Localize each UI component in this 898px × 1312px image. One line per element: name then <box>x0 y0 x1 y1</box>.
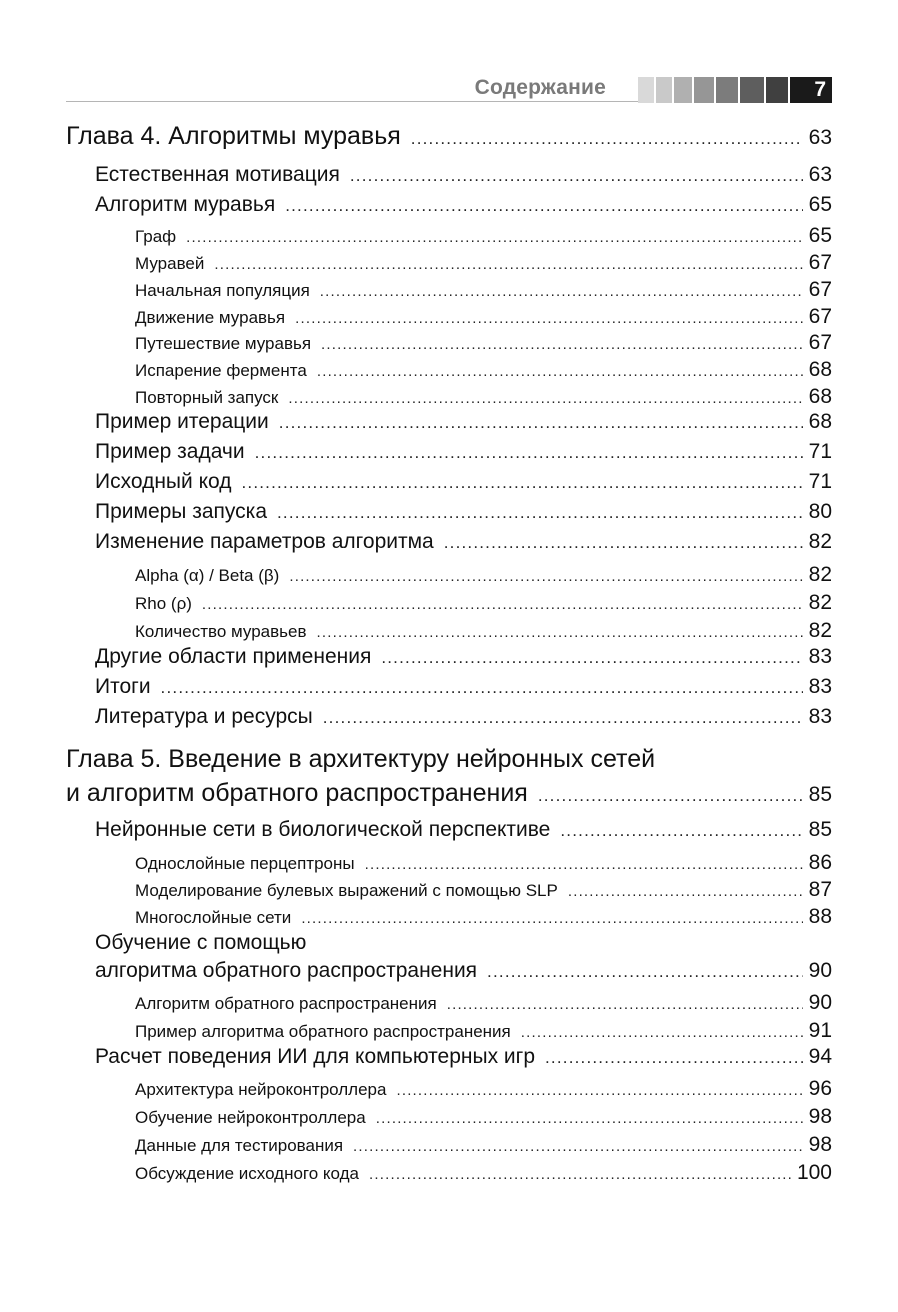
page-number: 82 <box>808 530 832 553</box>
page-number: 63 <box>808 126 832 149</box>
entry-title: Данные для тестирования <box>135 1136 344 1155</box>
toc-subentry[interactable] <box>135 619 832 643</box>
page-number: 68 <box>808 358 832 381</box>
toc-entry[interactable] <box>95 193 832 217</box>
entry-title: Обсуждение исходного кода <box>135 1164 360 1183</box>
page-number: 67 <box>808 278 832 301</box>
entry-title: Алгоритм муравья <box>95 193 276 216</box>
dot-leader <box>161 678 803 698</box>
header-bar <box>638 77 654 103</box>
entry-title: Alpha (α) / Beta (β) <box>135 566 280 585</box>
header-bar <box>674 77 692 103</box>
dot-leader <box>487 962 803 982</box>
dot-leader <box>301 910 802 927</box>
dot-leader <box>320 283 803 300</box>
toc-entry[interactable] <box>95 705 832 729</box>
dot-leader <box>447 996 803 1013</box>
entry-title: Однослойные перцептроны <box>135 854 355 873</box>
dot-leader <box>289 568 802 585</box>
header-rule <box>66 101 638 102</box>
dot-leader <box>353 1138 803 1155</box>
page-number: 98 <box>808 1133 832 1156</box>
page-number: 96 <box>808 1077 832 1100</box>
page-number: 94 <box>808 1045 832 1068</box>
page-number: 65 <box>808 224 832 247</box>
dot-leader <box>241 473 802 493</box>
page-number: 83 <box>808 645 832 668</box>
dot-leader <box>350 166 803 186</box>
page-number: 85 <box>808 818 832 841</box>
chapter-heading[interactable] <box>66 779 832 808</box>
entry-title: Начальная популяция <box>135 281 310 300</box>
dot-leader <box>277 503 803 523</box>
page-number: 71 <box>808 440 832 463</box>
page-number: 100 <box>796 1161 832 1184</box>
dot-leader <box>365 856 803 873</box>
page-number: 82 <box>808 563 832 586</box>
toc-entry-line1[interactable]: Обучение с помощью <box>95 931 307 954</box>
toc-subentry[interactable] <box>135 251 832 275</box>
header-bar <box>656 77 672 103</box>
dot-leader <box>411 129 803 149</box>
toc-subentry[interactable] <box>135 1077 832 1101</box>
toc-entry[interactable] <box>95 959 832 983</box>
toc-subentry[interactable] <box>135 991 832 1015</box>
entry-title: Rho (ρ) <box>135 594 192 613</box>
toc-subentry[interactable] <box>135 878 832 902</box>
entry-title: Алгоритм обратного распространения <box>135 994 437 1013</box>
page-number: 80 <box>808 500 832 523</box>
dot-leader <box>381 648 802 668</box>
entry-title: Повторный запуск <box>135 388 279 407</box>
running-header-title: Содержание <box>474 76 606 99</box>
entry-title: Пример итерации <box>95 410 269 433</box>
entry-title: Естественная мотивация <box>95 163 340 186</box>
dot-leader <box>285 196 802 216</box>
entry-title: Нейронные сети в биологической перспективе <box>95 818 551 841</box>
page-number: 83 <box>808 705 832 728</box>
page-number: 87 <box>808 878 832 901</box>
dot-leader <box>396 1082 802 1099</box>
entry-title: Количество муравьев <box>135 622 307 641</box>
toc-entry[interactable] <box>95 500 832 524</box>
page-number: 71 <box>808 470 832 493</box>
toc-subentry[interactable] <box>135 331 832 355</box>
toc-subentry[interactable] <box>135 278 832 302</box>
dot-leader <box>444 533 803 553</box>
toc-entry[interactable] <box>95 645 832 669</box>
page-number: 68 <box>808 410 832 433</box>
entry-title: алгоритма обратного распространения <box>95 959 478 982</box>
toc-entry[interactable] <box>95 410 832 434</box>
toc-subentry[interactable] <box>135 1161 832 1185</box>
toc-subentry[interactable] <box>135 563 832 587</box>
toc-subentry[interactable] <box>135 851 832 875</box>
entry-title: Итоги <box>95 675 151 698</box>
entry-title: Изменение параметров алгоритма <box>95 530 434 553</box>
page-number: 65 <box>808 193 832 216</box>
dot-leader <box>369 1166 791 1183</box>
dot-leader <box>255 443 803 463</box>
entry-title: Исходный код <box>95 470 232 493</box>
dot-leader <box>323 708 803 728</box>
toc-entry[interactable] <box>95 675 832 699</box>
toc-entry[interactable] <box>95 1045 832 1069</box>
header-page-number: 7 <box>790 77 832 103</box>
running-header <box>66 74 832 104</box>
entry-title: Пример задачи <box>95 440 245 463</box>
chapter-title: и алгоритм обратного распространения <box>66 779 528 807</box>
chapter-title-line1: Глава 5. Введение в архитектуру нейронных сетей <box>66 745 656 773</box>
entry-title: Пример алгоритма обратного распространения <box>135 1022 511 1041</box>
toc-entry[interactable] <box>95 470 832 494</box>
chapter-heading[interactable] <box>66 122 832 151</box>
page-number: 90 <box>808 991 832 1014</box>
entry-title: Моделирование булевых выражений с помощью SLP <box>135 881 558 900</box>
page-number: 68 <box>808 385 832 408</box>
page-number: 67 <box>808 305 832 328</box>
dot-leader <box>186 229 802 246</box>
dot-leader <box>295 310 803 327</box>
page-number: 86 <box>808 851 832 874</box>
dot-leader <box>288 390 802 407</box>
dot-leader <box>538 786 803 806</box>
page-number: 67 <box>808 331 832 354</box>
chapter-title: Глава 4. Алгоритмы муравья <box>66 122 401 150</box>
page-number: 83 <box>808 675 832 698</box>
entry-title: Обучение нейроконтроллера <box>135 1108 366 1127</box>
entry-title: Испарение фермента <box>135 361 307 380</box>
toc-subentry[interactable] <box>135 1019 832 1043</box>
toc-subentry[interactable] <box>135 1105 832 1129</box>
dot-leader <box>545 1048 803 1068</box>
toc-entry[interactable] <box>95 440 832 464</box>
toc-subentry[interactable] <box>135 224 832 248</box>
toc-entry[interactable] <box>95 163 832 187</box>
toc-subentry[interactable] <box>135 385 832 409</box>
entry-title: Примеры запуска <box>95 500 267 523</box>
entry-title: Расчет поведения ИИ для компьютерных игр <box>95 1045 535 1068</box>
header-bar <box>694 77 714 103</box>
dot-leader <box>321 336 803 353</box>
dot-leader <box>279 413 803 433</box>
page-number: 88 <box>808 905 832 928</box>
page-number: 98 <box>808 1105 832 1128</box>
page-number: 85 <box>808 783 832 806</box>
entry-title: Архитектура нейроконтроллера <box>135 1080 387 1099</box>
entry-title: Граф <box>135 227 177 246</box>
entry-title: Другие области применения <box>95 645 372 668</box>
page-number: 82 <box>808 619 832 642</box>
header-bar <box>716 77 738 103</box>
dot-leader <box>376 1110 803 1127</box>
dot-leader <box>521 1024 803 1041</box>
toc-subentry[interactable] <box>135 1133 832 1157</box>
dot-leader <box>317 624 803 641</box>
toc-subentry[interactable] <box>135 358 832 382</box>
toc-subentry[interactable] <box>135 305 832 329</box>
entry-title: Путешествие муравья <box>135 334 312 353</box>
entry-title: Многослойные сети <box>135 908 292 927</box>
entry-title: Движение муравья <box>135 308 286 327</box>
dot-leader <box>560 821 802 841</box>
page-number: 67 <box>808 251 832 274</box>
entry-title: Муравей <box>135 254 205 273</box>
toc-entry[interactable] <box>95 530 832 554</box>
entry-title: Литература и ресурсы <box>95 705 313 728</box>
page-number: 82 <box>808 591 832 614</box>
header-bar <box>740 77 764 103</box>
page-number: 90 <box>808 959 832 982</box>
dot-leader <box>214 256 802 273</box>
page-number: 63 <box>808 163 832 186</box>
dot-leader <box>202 596 803 613</box>
toc-subentry[interactable] <box>135 591 832 615</box>
toc-entry[interactable] <box>95 818 832 842</box>
header-bar <box>766 77 788 103</box>
page-number: 91 <box>808 1019 832 1042</box>
dot-leader <box>317 363 803 380</box>
dot-leader <box>568 883 803 900</box>
toc-subentry[interactable] <box>135 905 832 929</box>
